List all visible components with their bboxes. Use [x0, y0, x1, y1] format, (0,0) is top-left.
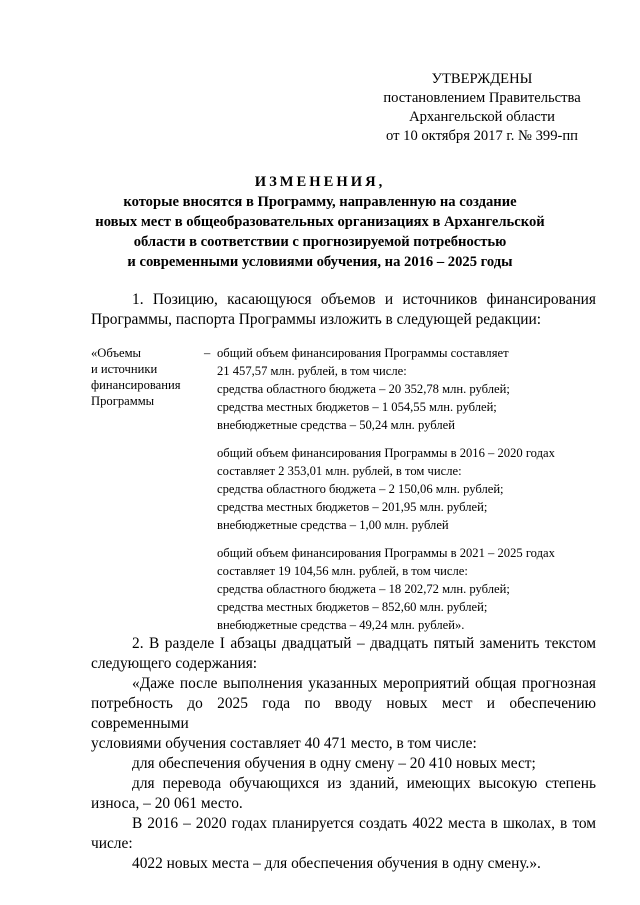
funding-line: средства местных бюджетов – 852,60 млн. рублей;	[217, 600, 488, 614]
paragraph-line: следующего содержания:	[91, 655, 258, 672]
quote-line: В 2016 – 2020 годах планируется создать 4022 места в школах, в том	[132, 815, 596, 832]
funding-line: общий объем финансирования Программы в 2021 – 2025 годах	[217, 546, 555, 560]
paragraph-line: 2. В разделе I абзацы двадцатый – двадцать пятый заменить текстом	[132, 635, 596, 652]
funding-line: внебюджетные средства – 1,00 млн. рублей	[217, 518, 449, 532]
approval-date: от 10 октября 2017 г. № 399-пп	[386, 128, 578, 144]
approval-line: Архангельской области	[409, 109, 555, 125]
funding-line: средства местных бюджетов – 201,95 млн. рублей;	[217, 500, 488, 514]
quote-line: для обеспечения обучения в одну смену – 20 410 новых мест;	[132, 755, 536, 772]
approval-line: постановлением Правительства	[383, 90, 581, 106]
quote-line: 4022 новых места – для обеспечения обучения в одну смену.».	[132, 855, 541, 872]
quote-line: «Даже после выполнения указанных мероприятий общая прогнозная	[132, 675, 596, 692]
quote-line: потребность до 2025 года по вводу новых мест и обеспечению современными	[91, 695, 596, 732]
passport-values	[217, 345, 597, 645]
quote-line: для перевода обучающихся из зданий, имеющих высокую степень	[132, 775, 596, 792]
funding-group-2016-2020	[217, 445, 597, 533]
funding-line: средства областного бюджета – 2 150,06 млн. рублей;	[217, 482, 504, 496]
title-line: которые вносятся в Программу, направленную на создание	[123, 194, 517, 210]
title-main: ИЗМЕНЕНИЯ,	[254, 174, 386, 190]
quote-line: числе:	[91, 835, 133, 852]
funding-group-2021-2025	[217, 545, 597, 633]
paragraph-line: Программы, паспорта Программы изложить в следующей редакции:	[91, 311, 542, 328]
funding-line: общий объем финансирования Программы составляет	[217, 346, 509, 360]
approval-title: УТВЕРЖДЕНЫ	[431, 71, 533, 87]
funding-line: составляет 2 353,01 млн. рублей, в том числе:	[217, 464, 462, 478]
quote-line: износа, – 20 061 место.	[91, 795, 243, 812]
item-2-paragraph	[91, 634, 596, 874]
funding-line: составляет 19 104,56 млн. рублей, в том числе:	[217, 564, 468, 578]
title-line: области в соответствии с прогнозируемой потребностью	[133, 234, 507, 250]
passport-label-line: «Объемы	[91, 346, 142, 360]
approval-stamp	[372, 70, 592, 146]
paragraph-line: 1. Позицию, касающуюся объемов и источников финансирования	[132, 291, 596, 308]
title-line: и современными условиями обучения, на 2016 – 2025 годы	[127, 254, 513, 270]
passport-label-line: Программы	[91, 394, 155, 408]
item-1-paragraph	[91, 290, 596, 330]
passport-dash: –	[204, 346, 211, 360]
passport-label-line: финансирования	[91, 378, 181, 392]
title-line: новых мест в общеобразовательных организациях в Архангельской	[95, 214, 545, 230]
passport-label-line: и источники	[91, 362, 158, 376]
quote-line: условиями обучения составляет 40 471 место, в том числе:	[91, 735, 477, 752]
funding-line: средства областного бюджета – 18 202,72 млн. рублей;	[217, 582, 510, 596]
document-title	[80, 172, 560, 272]
funding-group-total	[217, 345, 597, 433]
funding-line: общий объем финансирования Программы в 2016 – 2020 годах	[217, 446, 555, 460]
passport-label	[91, 345, 199, 409]
funding-line: средства местных бюджетов – 1 054,55 млн. рублей;	[217, 400, 497, 414]
funding-line: 21 457,57 млн. рублей, в том числе:	[217, 364, 407, 378]
funding-line: внебюджетные средства – 49,24 млн. рублей».	[217, 618, 465, 632]
funding-line: внебюджетные средства – 50,24 млн. рублей	[217, 418, 455, 432]
funding-line: средства областного бюджета – 20 352,78 млн. рублей;	[217, 382, 510, 396]
